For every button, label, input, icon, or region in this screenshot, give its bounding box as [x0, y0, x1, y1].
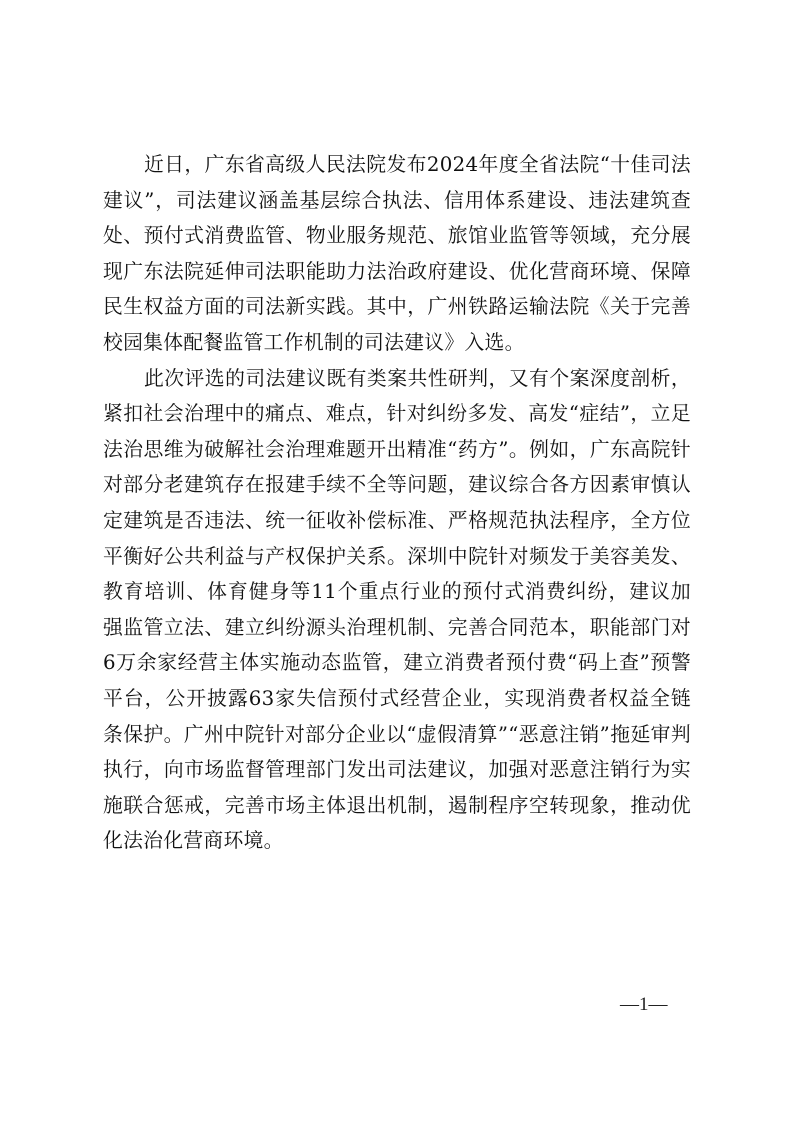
page-number: —1—	[620, 994, 668, 1015]
paragraph-1: 近日，广东省高级人民法院发布2024年度全省法院“十佳司法建议”，司法建议涵盖基层综合执法、信用体系建设、违法建筑查处、预付式消费监管、物业服务规范、旅馆业监管等领域，充分展现广东法院延伸司法职能助力法治政府建设、优化营商环境、保障民生权益方面的司法新实践。其中，广州铁路运输法院《关于完善校园集体配餐监管工作机制的司法建议》入选。	[103, 153, 691, 354]
document-body	[103, 147, 691, 859]
paragraph-2: 此次评选的司法建议既有类案共性研判，又有个案深度剖析，紧扣社会治理中的痛点、难点，针对纠纷多发、高发“症结”，立足法治思维为破解社会治理难题开出精准“药方”。例如，广东高院针对部分老建筑存在报建手续不全等问题，建议综合各方因素审慎认定建筑是否违法、统一征收补偿标准、严格规范执法程序，全方位平衡好公共利益与产权保护关系。深圳中院针对频发于美容美发、教育培训、体育健身等11个重点行业的预付式消费纠纷，建议加强监管立法、建立纠纷源头治理机制、完善合同范本，职能部门对6万余家经营主体实施动态监管，建立消费者预付费“码上查”预警平台，公开披露63家失信预付式经营企业，实现消费者权益全链条保护。广州中院针对部分企业以“虚假清算”“恶意注销”拖延审判执行，向市场监督管理部门发出司法建议，加强对恶意注销行为实施联合惩戒，完善市场主体退出机制，遏制程序空转现象，推动优化法治化营商环境。	[103, 366, 691, 853]
